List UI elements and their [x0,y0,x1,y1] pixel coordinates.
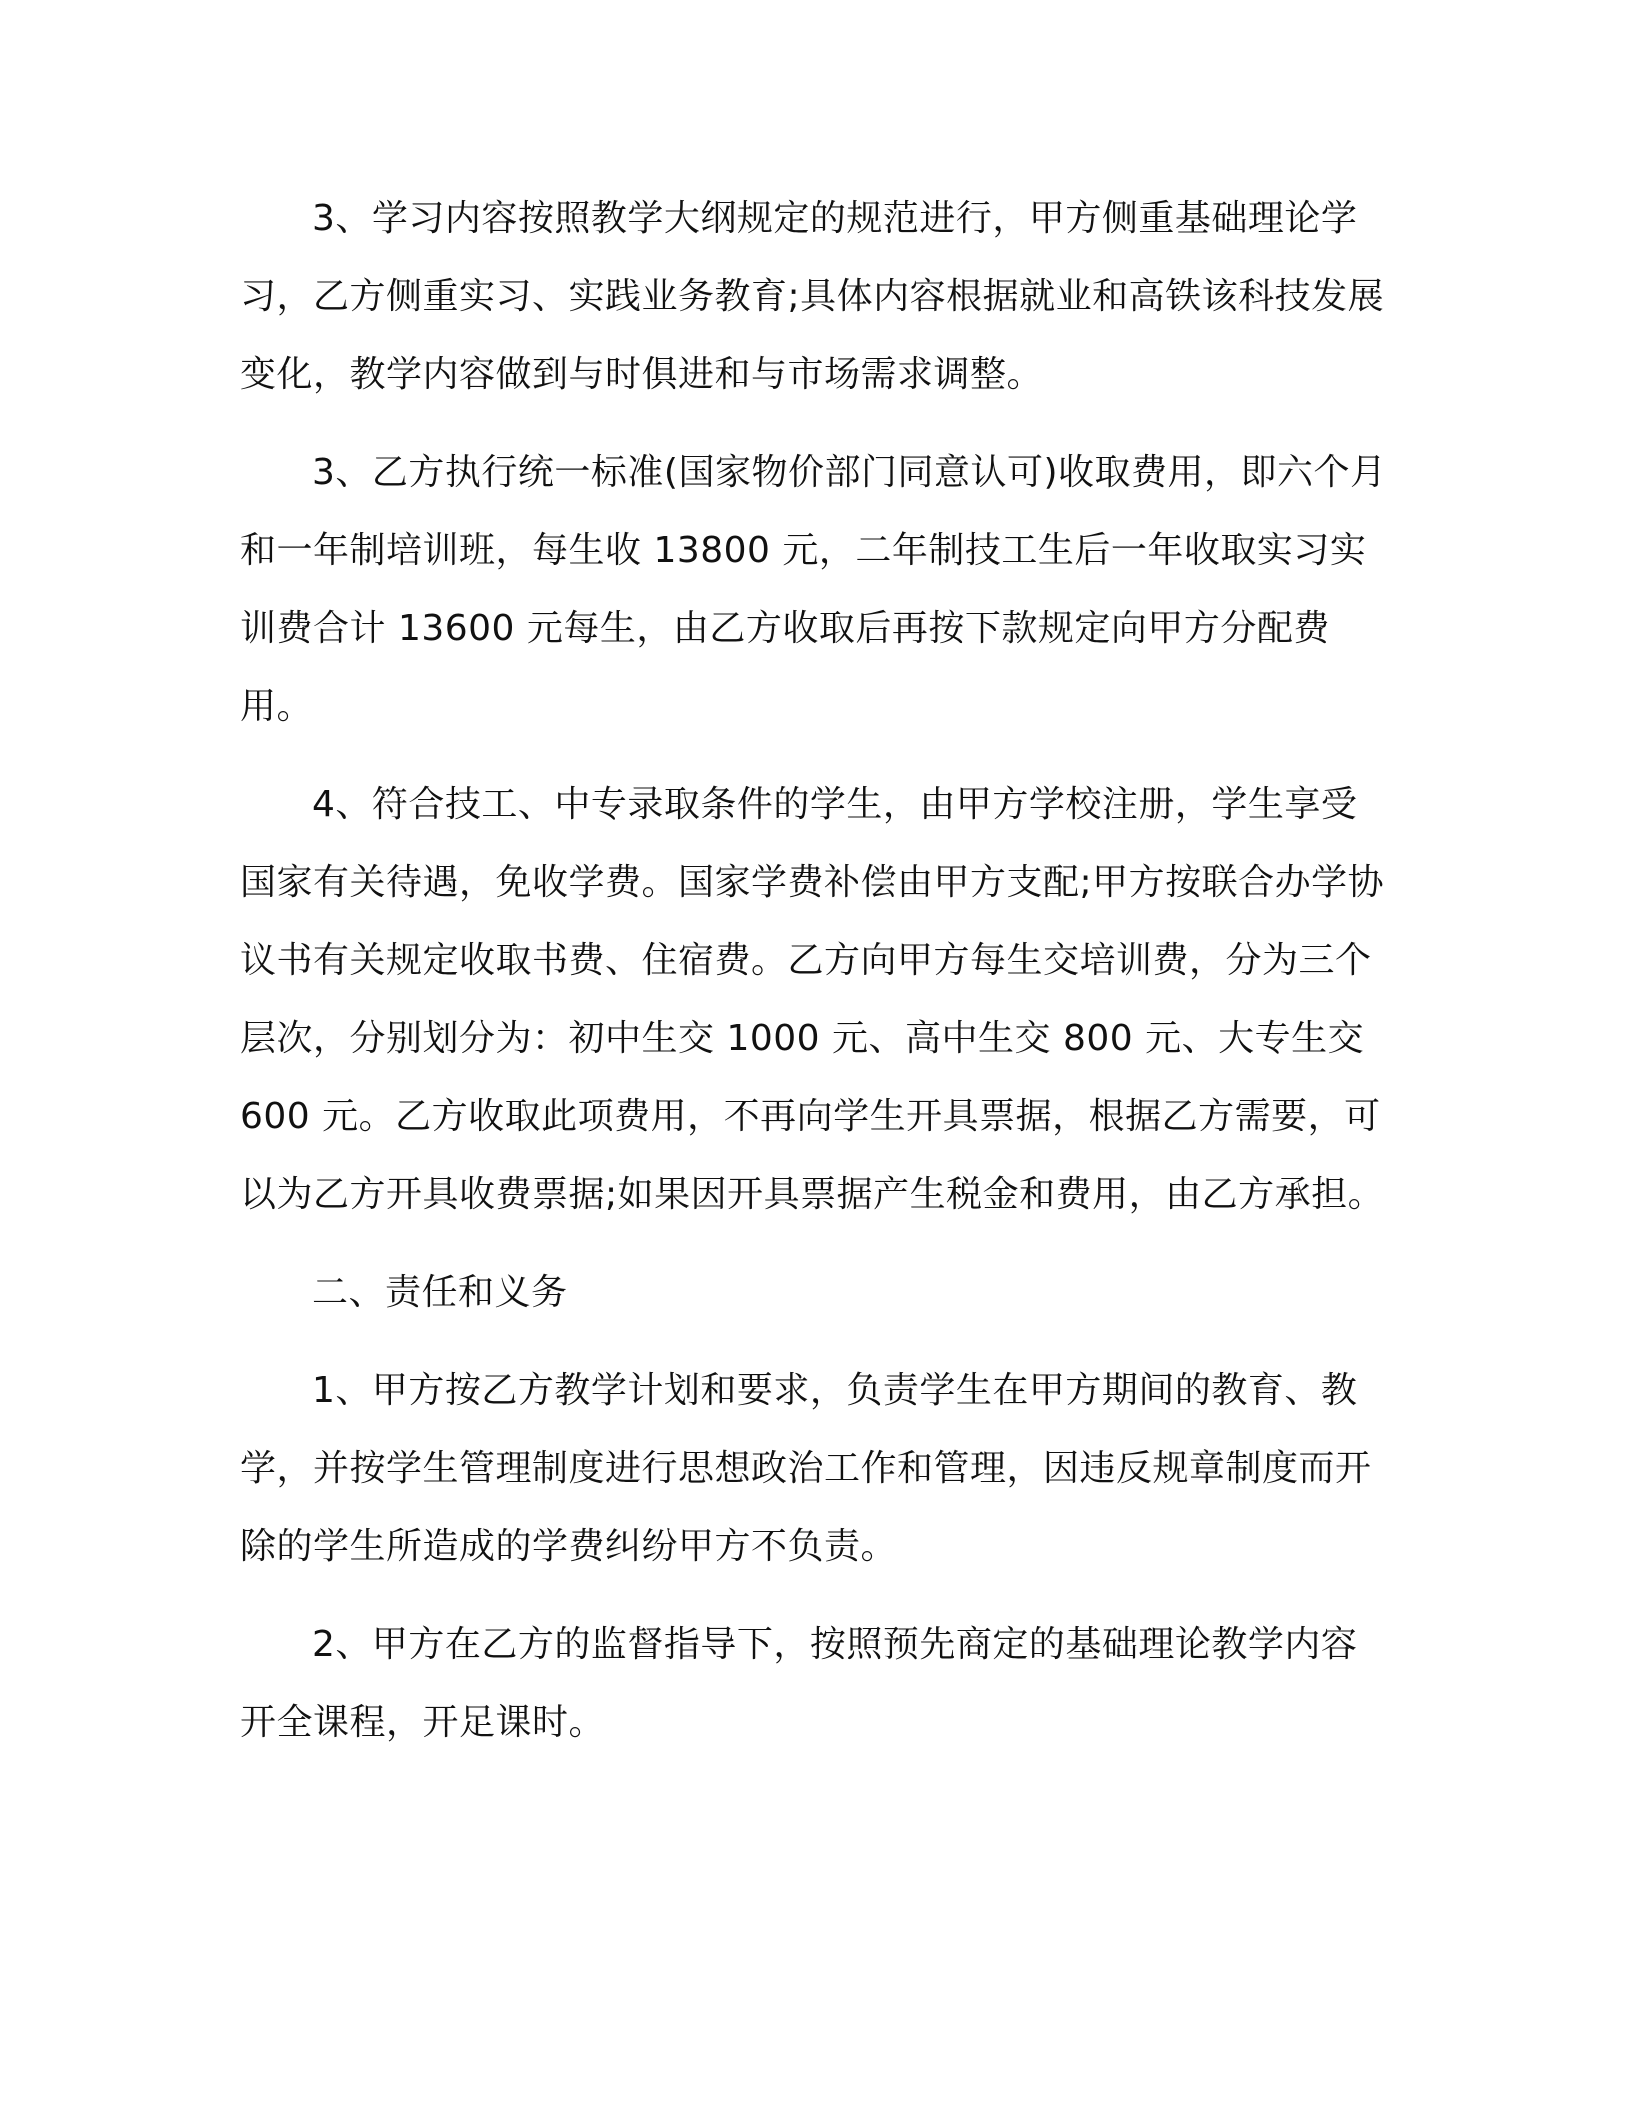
paragraph-enrollment-fees: 4、符合技工、中专录取条件的学生，由甲方学校注册，学生享受国家有关待遇，免收学费。国家学费补偿由甲方支配;甲方按联合办学协议书有关规定收取书费、住宿费。乙方向甲方每生交培训费，分为三个层次，分别划分为：初中生交 1000 元、高中生交 800 元、大专生交 600 元。乙方收取此项费用，不再向学生开具票据，根据乙方需要，可以为乙方开具收费票据;如果因开具票据产生税金和费用，由乙方承担。 [240,784,1385,1215]
paragraph-fee-standard: 3、乙方执行统一标准(国家物价部门同意认可)收取费用，即六个月和一年制培训班，每生收 13800 元，二年制技工生后一年收取实习实训费合计 13600 元每生，由乙方收取后再按下款规定向甲方分配费用。 [240,452,1387,727]
section-heading-responsibilities: 二、责任和义务 [312,1272,568,1313]
paragraph-study-content: 3、学习内容按照教学大纲规定的规范进行，甲方侧重基础理论学习，乙方侧重实习、实践业务教育;具体内容根据就业和高铁该科技发展变化，教学内容做到与时俱进和与市场需求调整。 [240,198,1385,395]
paragraph-party-a-education: 1、甲方按乙方教学计划和要求，负责学生在甲方期间的教育、教学，并按学生管理制度进行思想政治工作和管理，因违反规章制度而开除的学生所造成的学费纠纷甲方不负责。 [240,1370,1372,1567]
document-body [240,180,1390,1762]
paragraph-party-a-courses: 2、甲方在乙方的监督指导下，按照预先商定的基础理论教学内容开全课程，开足课时。 [240,1624,1358,1743]
